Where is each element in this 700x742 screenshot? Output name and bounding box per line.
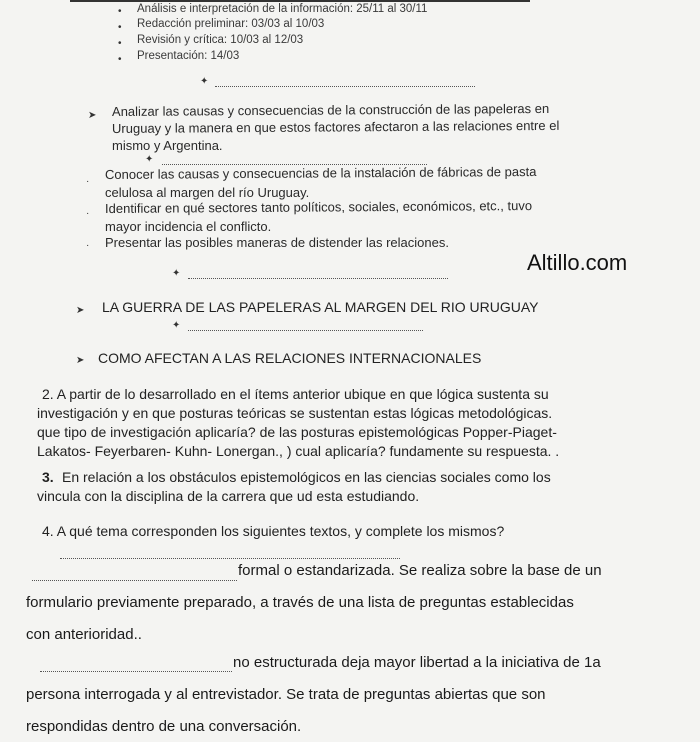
- triangle-bullet-icon: ➤: [76, 305, 85, 316]
- q4-text-1-line: formulario previamente preparado, a través de una lista de preguntas establecidas: [26, 594, 574, 611]
- arrow-marker-icon: ✦: [200, 76, 209, 87]
- blank-line: [60, 558, 400, 559]
- schedule-item: Presentación: 14/03: [137, 50, 240, 62]
- altillo-watermark: Altillo.com: [527, 250, 628, 275]
- objective-line: mismo y Argentina.: [112, 138, 223, 153]
- q4-text-2-line: respondidas dentro de una conversación.: [26, 718, 302, 735]
- arrow-marker-icon: ✦: [172, 268, 181, 279]
- blank-line: [188, 330, 423, 331]
- question-3-line: vincula con la disciplina de la carrera que ud esta estudiando.: [37, 488, 420, 504]
- blank-answer-line: [32, 580, 237, 581]
- question-2-line: 2. A partir de lo desarrollado en el ítems anterior ubique en que lógica sustenta su: [42, 386, 549, 402]
- question-3-number: 3.: [42, 469, 54, 485]
- objective-line: Uruguay y la manera en que estos factores afectaron a las relaciones entre el: [111, 117, 560, 136]
- specific-objective-cont: celulosa al margen del río Uruguay.: [105, 185, 310, 200]
- heading-papeleras: LA GUERRA DE LAS PAPELERAS AL MARGEN DEL RIO URUGUAY: [102, 299, 539, 315]
- arrow-marker-icon: ✦: [172, 320, 181, 331]
- bullet-dot-icon: ·: [86, 208, 90, 219]
- schedule-item: Revisión y crítica: 10/03 al 12/03: [137, 34, 304, 46]
- blank-answer-line: [40, 671, 232, 672]
- q4-text-1-line: con anterioridad..: [26, 626, 142, 643]
- question-2-line: que tipo de investigación aplicaría? de las posturas epistemológicas Popper-Piaget-: [37, 424, 557, 440]
- schedule-item: Redacción preliminar: 03/03 al 10/03: [137, 18, 325, 30]
- arrow-marker-icon: ✦: [145, 154, 154, 165]
- bullet-dot-icon: ·: [86, 240, 90, 251]
- top-rule: [70, 0, 530, 2]
- question-2-line: investigación y en que posturas teóricas se sustentan estas lógicas metodológicas.: [37, 405, 553, 421]
- bullet-dot-icon: •: [118, 22, 122, 33]
- question-4-title: 4. A qué tema corresponden los siguientes textos, y complete los mismos?: [42, 523, 505, 539]
- specific-objective: Conocer las causas y consecuencias de la instalación de fábricas de pasta: [104, 163, 537, 182]
- specific-objective: Presentar las posibles maneras de distender las relaciones.: [105, 235, 449, 250]
- schedule-item: Análisis e interpretación de la información: 25/11 al 30/11: [137, 3, 428, 15]
- triangle-bullet-icon: ➤: [76, 355, 85, 366]
- objective-line: Analizar las causas y consecuencias de la construcción de las papeleras en: [111, 100, 550, 119]
- q4-text-2-line: persona interrogada y al entrevistador. Se trata de preguntas abiertas que son: [26, 686, 546, 703]
- bullet-dot-icon: •: [118, 6, 122, 17]
- heading-relaciones: COMO AFECTAN A LAS RELACIONES INTERNACIONALES: [98, 350, 482, 366]
- specific-objective-cont: mayor incidencia el conflicto.: [105, 219, 272, 234]
- blank-line: [188, 278, 448, 279]
- blank-line: [215, 86, 475, 87]
- specific-objective: Identificar en qué sectores tanto políticos, sociales, económicos, etc., tuvo: [104, 198, 533, 216]
- q4-text-1-line: formal o estandarizada. Se realiza sobre la base de un: [238, 562, 602, 579]
- triangle-bullet-icon: ➤: [88, 110, 97, 121]
- bullet-dot-icon: ·: [86, 176, 90, 187]
- bullet-dot-icon: •: [118, 38, 122, 49]
- bullet-dot-icon: •: [118, 54, 122, 65]
- question-3-line: En relación a los obstáculos epistemológicos en las ciencias sociales como los: [62, 469, 551, 485]
- question-2-line: Lakatos- Feyerbaren- Kuhn- Lonergan., ) cual aplicaría? fundamente su respuesta. .: [37, 443, 560, 459]
- q4-text-2-line: no estructurada deja mayor libertad a la iniciativa de 1a: [233, 654, 601, 671]
